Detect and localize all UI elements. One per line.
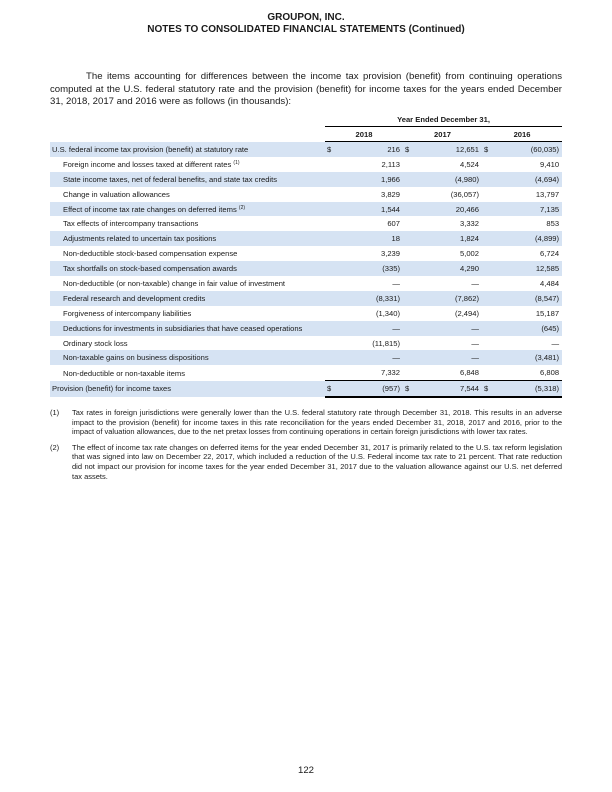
row-label bbox=[50, 321, 325, 336]
currency-symbol bbox=[325, 246, 337, 261]
row-label bbox=[50, 216, 325, 231]
value-cell: (4,980) bbox=[415, 172, 482, 187]
currency-symbol bbox=[325, 291, 337, 306]
currency-symbol bbox=[482, 291, 494, 306]
value-cell: (335) bbox=[337, 261, 403, 276]
value-cell: 4,484 bbox=[540, 278, 560, 288]
currency-symbol bbox=[403, 157, 415, 172]
value-cell: 7,332 bbox=[380, 368, 400, 378]
value-cell: (1,340) bbox=[375, 308, 400, 318]
value-cell: (8,547) bbox=[494, 291, 562, 306]
currency-symbol: $ bbox=[482, 142, 494, 157]
value-cell: 4,290 bbox=[415, 261, 482, 276]
value-cell: 12,651 bbox=[415, 142, 482, 157]
footnotes bbox=[50, 408, 562, 487]
value-cell: (3,481) bbox=[494, 350, 562, 365]
currency-symbol bbox=[325, 202, 337, 217]
value-cell: — bbox=[392, 278, 400, 288]
table-row bbox=[50, 231, 562, 246]
currency-symbol bbox=[403, 276, 415, 291]
row-label-text: Provision (benefit) for income taxes bbox=[52, 384, 172, 394]
tax-reconciliation-table bbox=[50, 113, 562, 398]
currency-symbol bbox=[403, 336, 415, 351]
value-cell: — bbox=[471, 338, 479, 348]
currency-symbol: $ bbox=[325, 142, 337, 157]
total-row bbox=[50, 381, 562, 397]
currency-symbol bbox=[325, 336, 337, 351]
value-cell: 18 bbox=[337, 231, 403, 246]
row-label bbox=[50, 142, 325, 157]
row-label bbox=[50, 350, 325, 365]
value-cell: 7,135 bbox=[494, 202, 562, 217]
row-label-text: Adjustments related to uncertain tax positions bbox=[63, 234, 217, 244]
value-cell: 3,332 bbox=[459, 219, 479, 229]
value-cell: 6,848 bbox=[459, 368, 479, 378]
row-label bbox=[50, 336, 325, 351]
currency-symbol bbox=[482, 216, 494, 231]
value-cell: 9,410 bbox=[540, 159, 560, 169]
value-cell: (957) bbox=[337, 381, 403, 397]
currency-symbol bbox=[403, 321, 415, 336]
value-cell: (5,318) bbox=[494, 381, 562, 397]
value-cell: 4,524 bbox=[459, 159, 479, 169]
currency-symbol bbox=[482, 365, 494, 380]
currency-symbol bbox=[325, 365, 337, 380]
row-label bbox=[50, 306, 325, 321]
year-header: 2016 bbox=[482, 127, 562, 142]
currency-symbol bbox=[482, 336, 494, 351]
table-row bbox=[50, 157, 562, 172]
table-row bbox=[50, 216, 562, 231]
currency-symbol bbox=[325, 157, 337, 172]
row-label bbox=[50, 172, 325, 187]
value-cell: 1,824 bbox=[415, 231, 482, 246]
row-label-text: Change in valuation allowances bbox=[63, 189, 170, 199]
row-label-text: Tax effects of intercompany transactions bbox=[63, 219, 199, 229]
row-label-text: State income taxes, net of federal benefits, and state tax credits bbox=[63, 174, 278, 184]
table-row bbox=[50, 306, 562, 321]
value-cell: (8,331) bbox=[337, 291, 403, 306]
table-row bbox=[50, 276, 562, 291]
footnote-text: Tax rates in foreign jurisdictions were generally lower than the U.S. federal statutory rate through December 31, 2018. This results in an adverse impact to the provision (benefit) for income taxes in this rate reconciliation for the years ended December 31, 2018, 2017 and 2016, prior to the impact of valuation allowances, due to the net pretax losses from continuing operations in certain foreign jurisdictions with lower tax rates. bbox=[72, 408, 562, 437]
table-row bbox=[50, 202, 562, 217]
footnote-marker: (1) bbox=[50, 408, 60, 417]
row-label bbox=[50, 381, 325, 397]
value-cell: — bbox=[337, 350, 403, 365]
value-cell: 607 bbox=[387, 219, 400, 229]
table-row bbox=[50, 187, 562, 202]
value-cell: 3,829 bbox=[380, 189, 400, 199]
row-label-text: Effect of income tax rate changes on deferred items bbox=[63, 204, 237, 214]
currency-symbol: $ bbox=[482, 381, 494, 397]
value-cell: 1,966 bbox=[337, 172, 403, 187]
row-label-text: Foreign income and losses taxed at different rates bbox=[63, 159, 232, 169]
value-cell: — bbox=[471, 278, 479, 288]
table-row bbox=[50, 172, 562, 187]
row-label bbox=[50, 157, 325, 172]
currency-symbol bbox=[325, 216, 337, 231]
value-cell: (4,694) bbox=[494, 172, 562, 187]
table-row bbox=[50, 365, 562, 380]
row-label bbox=[50, 202, 325, 217]
row-label-text: Deductions for investments in subsidiaries that have ceased operations bbox=[63, 323, 303, 333]
footnote-marker: (2) bbox=[50, 442, 60, 452]
row-label bbox=[50, 261, 325, 276]
currency-symbol bbox=[325, 276, 337, 291]
currency-symbol bbox=[482, 157, 494, 172]
value-cell: (60,035) bbox=[494, 142, 562, 157]
table-row bbox=[50, 350, 562, 365]
year-header: 2017 bbox=[403, 127, 482, 142]
table-row bbox=[50, 142, 562, 157]
row-label-text: Ordinary stock loss bbox=[63, 338, 128, 348]
currency-symbol bbox=[482, 246, 494, 261]
footnote-ref: (2) bbox=[238, 204, 246, 211]
value-cell: 15,187 bbox=[535, 308, 560, 318]
table-row bbox=[50, 246, 562, 261]
currency-symbol bbox=[325, 231, 337, 246]
currency-symbol bbox=[403, 216, 415, 231]
value-cell: (4,899) bbox=[494, 231, 562, 246]
currency-symbol bbox=[482, 306, 494, 321]
row-label bbox=[50, 231, 325, 246]
intro-paragraph bbox=[50, 71, 562, 109]
period-header: Year Ended December 31, bbox=[325, 113, 562, 127]
currency-symbol bbox=[325, 306, 337, 321]
currency-symbol bbox=[403, 291, 415, 306]
value-cell: 12,585 bbox=[494, 261, 562, 276]
currency-symbol bbox=[482, 172, 494, 187]
row-label-text: Non-taxable gains on business dispositions bbox=[63, 353, 209, 363]
value-cell: 20,466 bbox=[415, 202, 482, 217]
row-label-text: Non-deductible or non-taxable items bbox=[63, 368, 185, 378]
currency-symbol bbox=[482, 321, 494, 336]
value-cell: 6,724 bbox=[540, 249, 560, 259]
row-label bbox=[50, 365, 325, 380]
value-cell: (2,494) bbox=[454, 308, 479, 318]
value-cell: — bbox=[337, 321, 403, 336]
year-header: 2018 bbox=[325, 127, 403, 142]
footnote bbox=[50, 443, 562, 481]
currency-symbol bbox=[325, 261, 337, 276]
currency-symbol: $ bbox=[403, 381, 415, 397]
currency-symbol bbox=[482, 187, 494, 202]
table-row bbox=[50, 336, 562, 351]
value-cell: 1,544 bbox=[337, 202, 403, 217]
table-row bbox=[50, 261, 562, 276]
value-cell: — bbox=[551, 338, 560, 348]
currency-symbol bbox=[403, 231, 415, 246]
value-cell: 5,002 bbox=[459, 249, 479, 259]
currency-symbol bbox=[403, 306, 415, 321]
footnote-ref: (1) bbox=[233, 159, 240, 166]
footnote bbox=[50, 408, 562, 437]
intro-text: The items accounting for differences between the income tax provision (benefit) from continuing operations computed at the U.S. federal statutory rate and the provision (benefit) for income taxes for the years ended December 31, 2018, 2017 and 2016 were as follows (in thousands): bbox=[50, 71, 562, 108]
currency-symbol bbox=[403, 261, 415, 276]
row-label-text: Tax shortfalls on stock-based compensation awards bbox=[63, 264, 237, 274]
row-label-text: U.S. federal income tax provision (benefit) at statutory rate bbox=[52, 144, 249, 154]
page-number: 122 bbox=[297, 765, 314, 776]
row-label-text: Forgiveness of intercompany liabilities bbox=[63, 308, 192, 318]
currency-symbol bbox=[325, 321, 337, 336]
currency-symbol bbox=[325, 187, 337, 202]
value-cell: 853 bbox=[546, 219, 560, 229]
value-cell: 6,808 bbox=[540, 368, 560, 378]
currency-symbol: $ bbox=[325, 381, 337, 397]
currency-symbol bbox=[482, 202, 494, 217]
currency-symbol bbox=[325, 350, 337, 365]
row-label bbox=[50, 246, 325, 261]
value-cell: 216 bbox=[337, 142, 403, 157]
row-label bbox=[50, 291, 325, 306]
row-label bbox=[50, 187, 325, 202]
company-name: GROUPON, INC. bbox=[267, 12, 345, 23]
currency-symbol bbox=[403, 365, 415, 380]
table-row bbox=[50, 321, 562, 336]
row-label-text: Non-deductible (or non-taxable) change in fair value of investment bbox=[63, 278, 286, 288]
currency-symbol bbox=[482, 350, 494, 365]
value-cell: 13,797 bbox=[535, 189, 560, 199]
row-label-text: Federal research and development credits bbox=[63, 293, 206, 303]
currency-symbol bbox=[482, 231, 494, 246]
value-cell: (7,862) bbox=[415, 291, 482, 306]
currency-symbol: $ bbox=[403, 142, 415, 157]
currency-symbol bbox=[403, 246, 415, 261]
table-row bbox=[50, 291, 562, 306]
currency-symbol bbox=[325, 172, 337, 187]
footnote-text: The effect of income tax rate changes on deferred items for the year ended December 31, 2017 is primarily related to the U.S. tax reform legislation that was signed into law on December 22, 2017, which included a reduction of the U.S. Federal income tax rate to 21 percent. That rate reduction did not impact our provision for income taxes for the year ended December 31, 2017 due to the valuation allowance against our U.S. net deferred tax assets. bbox=[72, 442, 562, 481]
currency-symbol bbox=[403, 350, 415, 365]
value-cell: 3,239 bbox=[380, 249, 400, 259]
value-cell: 2,113 bbox=[381, 159, 400, 169]
row-label-text: Non-deductible stock-based compensation expense bbox=[63, 249, 238, 259]
currency-symbol bbox=[482, 261, 494, 276]
value-cell: (36,057) bbox=[450, 189, 479, 199]
value-cell: 7,544 bbox=[415, 381, 482, 397]
currency-symbol bbox=[482, 276, 494, 291]
value-cell: (11,815) bbox=[372, 338, 400, 348]
currency-symbol bbox=[403, 172, 415, 187]
row-label bbox=[50, 276, 325, 291]
currency-symbol bbox=[403, 202, 415, 217]
page-subtitle: NOTES TO CONSOLIDATED FINANCIAL STATEMENTS (Continued) bbox=[147, 24, 465, 35]
value-cell: — bbox=[415, 321, 482, 336]
value-cell: (645) bbox=[494, 321, 562, 336]
currency-symbol bbox=[403, 187, 415, 202]
value-cell: — bbox=[415, 350, 482, 365]
